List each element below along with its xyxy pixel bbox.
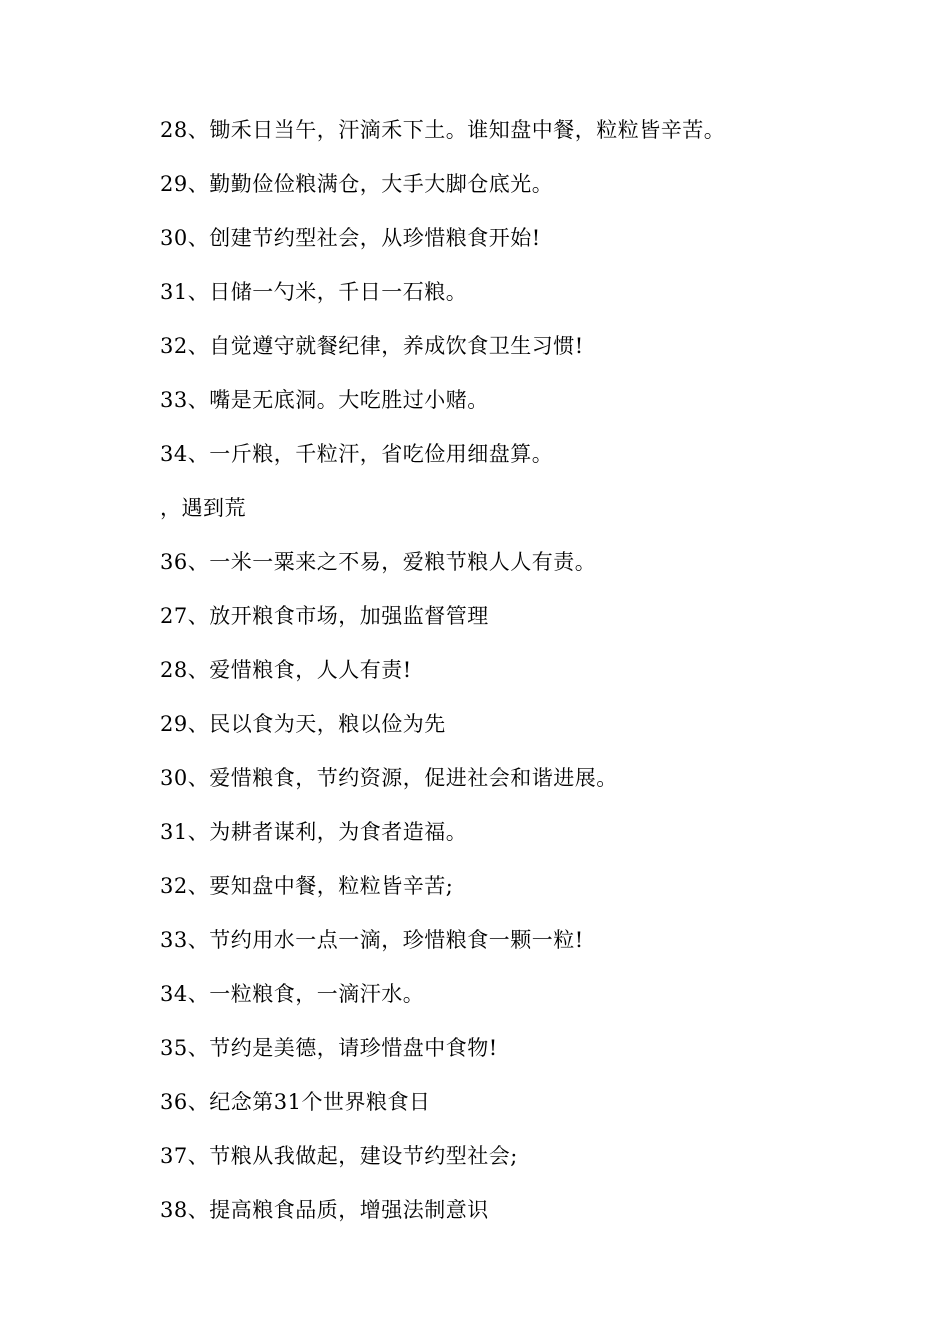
- slogan-line: 35、节约是美德，请珍惜盘中食物!: [160, 1036, 498, 1060]
- slogan-line: 37、节粮从我做起，建设节约型社会;: [160, 1144, 518, 1168]
- slogan-line: 32、要知盘中餐，粒粒皆辛苦;: [160, 874, 454, 898]
- slogan-line: 27、放开粮食市场，加强监督管理: [160, 604, 489, 628]
- slogan-list: [160, 110, 860, 1244]
- slogan-line: 36、纪念第31个世界粮食日: [160, 1090, 431, 1114]
- slogan-line: 31、为耕者谋利，为食者造福。: [160, 820, 468, 844]
- slogan-line: 33、嘴是无底洞。大吃胜过小赌。: [160, 388, 489, 412]
- slogan-line: 29、民以食为天，粮以俭为先: [160, 712, 446, 736]
- slogan-line: 30、创建节约型社会，从珍惜粮食开始!: [160, 226, 541, 250]
- slogan-line: 34、一斤粮，千粒汗，省吃俭用细盘算。: [160, 442, 554, 466]
- slogan-line: 28、爱惜粮食，人人有责!: [160, 658, 412, 682]
- slogan-line: 28、锄禾日当午，汗滴禾下土。谁知盘中餐，粒粒皆辛苦。: [160, 118, 726, 142]
- slogan-line: 34、一粒粮食，一滴汗水。: [160, 982, 425, 1006]
- slogan-line: 38、提高粮食品质，增强法制意识: [160, 1198, 489, 1222]
- slogan-line: 36、一米一粟来之不易，爱粮节粮人人有责。: [160, 550, 597, 574]
- slogan-line: 29、勤勤俭俭粮满仓，大手大脚仓底光。: [160, 172, 554, 196]
- slogan-line: 33、节约用水一点一滴，珍惜粮食一颗一粒!: [160, 928, 584, 952]
- slogan-line: 32、自觉遵守就餐纪律，养成饮食卫生习惯!: [160, 334, 584, 358]
- slogan-line: 30、爱惜粮食，节约资源，促进社会和谐进展。: [160, 766, 618, 790]
- slogan-line: 31、日储一勺米，千日一石粮。: [160, 280, 468, 304]
- slogan-line: ，遇到荒: [160, 496, 246, 520]
